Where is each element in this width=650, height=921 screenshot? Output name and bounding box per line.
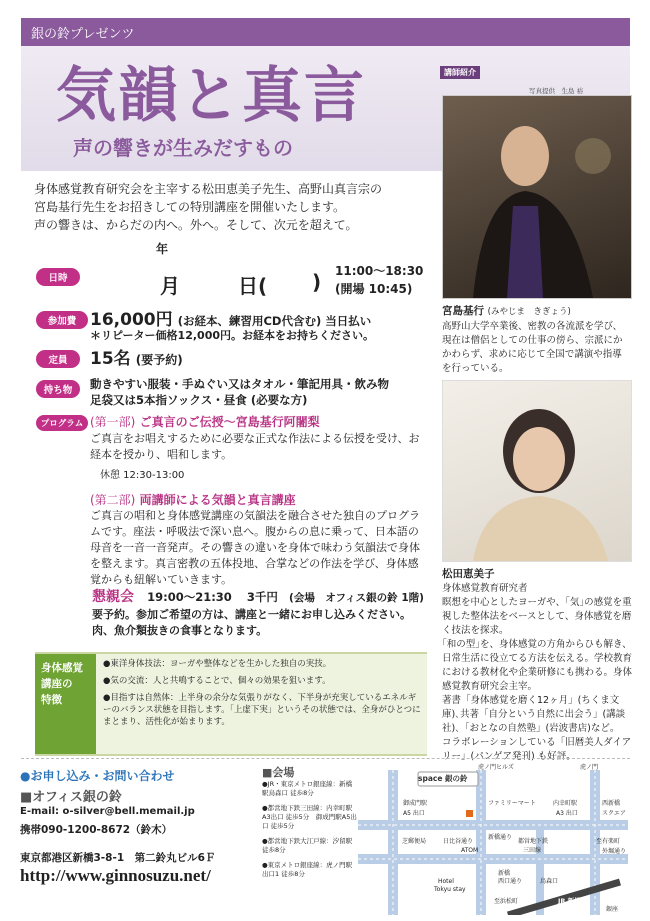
monk-figure-icon xyxy=(443,96,631,298)
map-label: ファミリーマート xyxy=(488,800,536,807)
presents-text: 銀の鈴プレゼンツ xyxy=(31,27,135,42)
map-label: 内幸町駅 xyxy=(553,800,578,807)
access-item: ●都営地下鉄大江戸線：汐留駅 徒歩8分 xyxy=(262,837,353,854)
konshin-line1: 要予約。参加ご希望の方は、講座と一緒にお申し込みください。 xyxy=(92,608,411,621)
lecturer-tag: 講師紹介 xyxy=(440,66,480,79)
capacity-line xyxy=(90,344,183,369)
map-label: Hotel xyxy=(438,878,454,885)
konshin-place: (会場 オフィス銀の鈴 1階) xyxy=(289,592,424,604)
map-label: 三田線 xyxy=(523,847,542,854)
map-label: 西口通り xyxy=(498,878,523,885)
map-label: スクエア xyxy=(602,810,626,817)
capacity-note: (要予約) xyxy=(135,353,183,367)
part2-prefix: (第二部) xyxy=(90,493,136,507)
fee-main: 16,000円 xyxy=(90,310,173,330)
features-box xyxy=(35,652,427,756)
woman-figure-icon xyxy=(443,381,631,561)
speaker1-photo xyxy=(442,95,632,299)
month-char: 月 xyxy=(160,274,180,298)
map-label: 虎ノ門 xyxy=(580,764,599,771)
date-label: 日時 xyxy=(36,268,80,286)
page-subtitle: 声の響きが生みだすもの xyxy=(73,136,293,160)
capacity-value: 15名 xyxy=(90,349,131,369)
venue-heading: ■会場 xyxy=(262,766,295,779)
day-char: 日( xyxy=(238,274,268,298)
konshin-price: 3千円 xyxy=(246,590,278,604)
photo-credit: 写真提供 生島 裕 xyxy=(529,87,584,95)
belongings-label: 持ち物 xyxy=(36,380,80,398)
feature-item: ●目指すは自然体：上半身の余分な気張りがなく、下半身が充実しているエネルギーのバランス状態を目指します。「上虚下実」というその状態では、全身がひとつにまとまり、活性化が始まります。 xyxy=(103,693,421,727)
contact-url[interactable]: http://www.ginnosuzu.net/ xyxy=(20,866,211,885)
features-side-line: 特徴 xyxy=(41,694,62,706)
intro-line: 身体感覚教育研究会を主宰する松田恵美子先生、高野山真言宗の xyxy=(34,182,383,196)
contact-address: 東京都港区新橋3-8-1 第二鈴丸ビル6Ｆ xyxy=(20,852,216,864)
part2-title: 両講師による気韻と真言講座 xyxy=(139,493,296,507)
map-graphic xyxy=(358,770,628,915)
access-item: ●都営地下鉄三田線：内幸町駅A3出口 徒歩5分 御成門駅A5出口 徒歩5分 xyxy=(262,804,357,830)
fee-detail: (お経本、練習用CD代含む) 当日払い xyxy=(177,314,372,328)
belongings-line1: 動きやすい服装・手ぬぐい又はタオル・筆記用具・飲み物 xyxy=(90,377,389,391)
speaker2-name: 松田恵美子 xyxy=(442,568,495,580)
map-label: 外堀通り xyxy=(602,848,627,855)
access-item: ●JR・東京メトロ銀座線：新橋駅烏森口 徒歩8分 xyxy=(262,780,353,797)
map-label: 虎ノ門ヒルズ xyxy=(478,764,514,771)
program-break: 休憩 12:30-13:00 xyxy=(100,470,185,481)
map-venue-label: space 銀の鈴 xyxy=(418,774,468,783)
speaker1-bio: 高野山大学卒業後、密教の各流派を学び、現在は僧侶としての仕事の傍ら、宗派にかかわらず、求めに応じて全国で講演や指導を行っている。 xyxy=(442,321,623,374)
intro-line: 声の響きは、からだの内へ。外へ。そして、次元を超えて。 xyxy=(34,218,358,232)
contact-phone: 携帯090-1200-8672（鈴木） xyxy=(20,824,173,836)
top-banner xyxy=(21,18,630,46)
map-label: 芝郵便局 xyxy=(402,838,427,845)
intro-text xyxy=(34,180,424,234)
map-label: 烏森口 xyxy=(540,878,559,885)
feature-item: ●気の交流：人と共鳴することで、個々の効果を狙います。 xyxy=(103,676,331,686)
part1-title: ご真言のご伝授～宮島基行阿闍梨 xyxy=(139,415,320,429)
feature-item: ●東洋身体技法：ヨーガや整体などを生かした独自の実技。 xyxy=(103,659,332,669)
contact-email[interactable]: E-mail: o-silver@bell.memail.jp xyxy=(20,806,195,817)
map-label: Tokyu stay xyxy=(434,886,466,893)
speaker1-name-text: 宮島基行 xyxy=(442,305,484,317)
day-close: ) xyxy=(312,270,322,294)
konshin-label: 懇親会 xyxy=(92,589,134,605)
konshin-time: 19:00～21:30 xyxy=(147,590,232,604)
date-time: 11:00～18:30 xyxy=(335,264,424,278)
venue-map xyxy=(358,764,628,915)
konshin-line2: 肉、魚介類抜きの食事となります。 xyxy=(92,624,268,637)
belongings-line2: 足袋又は5本指ソックス・昼食 (必要な方) xyxy=(90,393,308,407)
map-label: ATOM xyxy=(461,847,479,854)
contact-heading: ●お申し込み・お問い合わせ xyxy=(20,769,175,783)
access-item: ●東京メトロ銀座線：虎ノ門駅出口1 徒歩8分 xyxy=(262,861,353,878)
konshin-line xyxy=(92,586,424,606)
fee-repeat: ＊リピーター価格12,000円。お経本をお持ちください。 xyxy=(90,329,375,342)
map-label: 至浜松町 xyxy=(494,898,519,905)
map-label: A3 出口 xyxy=(556,810,578,817)
speaker2-bio: 身体感覚教育研究者 瞑想を中心としたヨーガや、｢気｣の感覚を重視した整体法をベースとして、身体感覚を磨く技法を探求。 ｢和の型｣を、身体感覚の方角からひも解き、日常生活に役立てる方法を伝える。学校教育における教材化や企業研修にも携わる。身体感覚教育研究会主宰。 著書「身体感覚を磨く12ヶ月」(ちくま文庫)､共著「自分という自然に出会う」(講談社)､「おとなの自然塾」(岩波書店)など。 コラボレーションしている「旧暦美人ダイアリー」(パンゲア発刊) も好評。 xyxy=(442,583,633,762)
contact-org: ■オフィス銀の鈴 xyxy=(20,790,122,805)
map-label: A5 出口 xyxy=(403,810,425,817)
part1-prefix: (第一部) xyxy=(90,415,136,429)
page-title: 気韻と真言 xyxy=(56,61,366,131)
program-part1-heading xyxy=(90,413,320,430)
features-side-line: 身体感覚 xyxy=(41,662,83,674)
part2-body: ご真言の唱和と身体感覚講座の気韻法を融合させた独自のプログラムです。座法・呼吸法で深い息へ。腹からの息に乗って、日本語の母音を一音一音発声。その響きの違いを身体で味わう気韻法で身体を整えます。真言密教の五体投地、合掌などの作法を学び、身体感覚からも紐解いていきます。 xyxy=(90,509,420,586)
map-label: 日比谷通り xyxy=(443,838,474,845)
part1-body: ご真言をお唱えするために必要な正式な作法による伝授を受け、お経本を授かり、唱和します。 xyxy=(90,432,420,461)
intro-line: 宮島基行先生をお招きしての特別講座を開催いたします。 xyxy=(34,200,346,214)
program-label: プログラム xyxy=(36,415,88,431)
year-char: 年 xyxy=(156,242,169,256)
map-label: 銀座 xyxy=(606,906,619,913)
date-open: (開場 10:45) xyxy=(335,282,413,296)
venue-access-list xyxy=(262,780,358,879)
speaker1-reading: (みやじま きぎょう) xyxy=(487,307,571,317)
features-side-line: 講座の xyxy=(41,678,73,690)
map-label: 新橋 xyxy=(498,870,511,877)
section-divider xyxy=(21,758,630,759)
features-side-label xyxy=(35,654,96,754)
map-label: JR 新橋駅 xyxy=(558,897,588,905)
capacity-label: 定員 xyxy=(36,350,80,368)
speaker1-name xyxy=(442,303,571,318)
map-label: 至有楽町 xyxy=(596,838,621,845)
map-label: 西新橋 xyxy=(602,800,621,807)
program-part2-heading xyxy=(90,491,296,508)
speaker2-photo xyxy=(442,380,632,562)
map-label: 新橋通り xyxy=(488,834,513,841)
fee-label: 参加費 xyxy=(36,311,88,329)
features-list xyxy=(103,658,423,733)
map-label: 御成門駅 xyxy=(403,800,428,807)
map-label: 都営地下鉄 xyxy=(518,838,549,845)
